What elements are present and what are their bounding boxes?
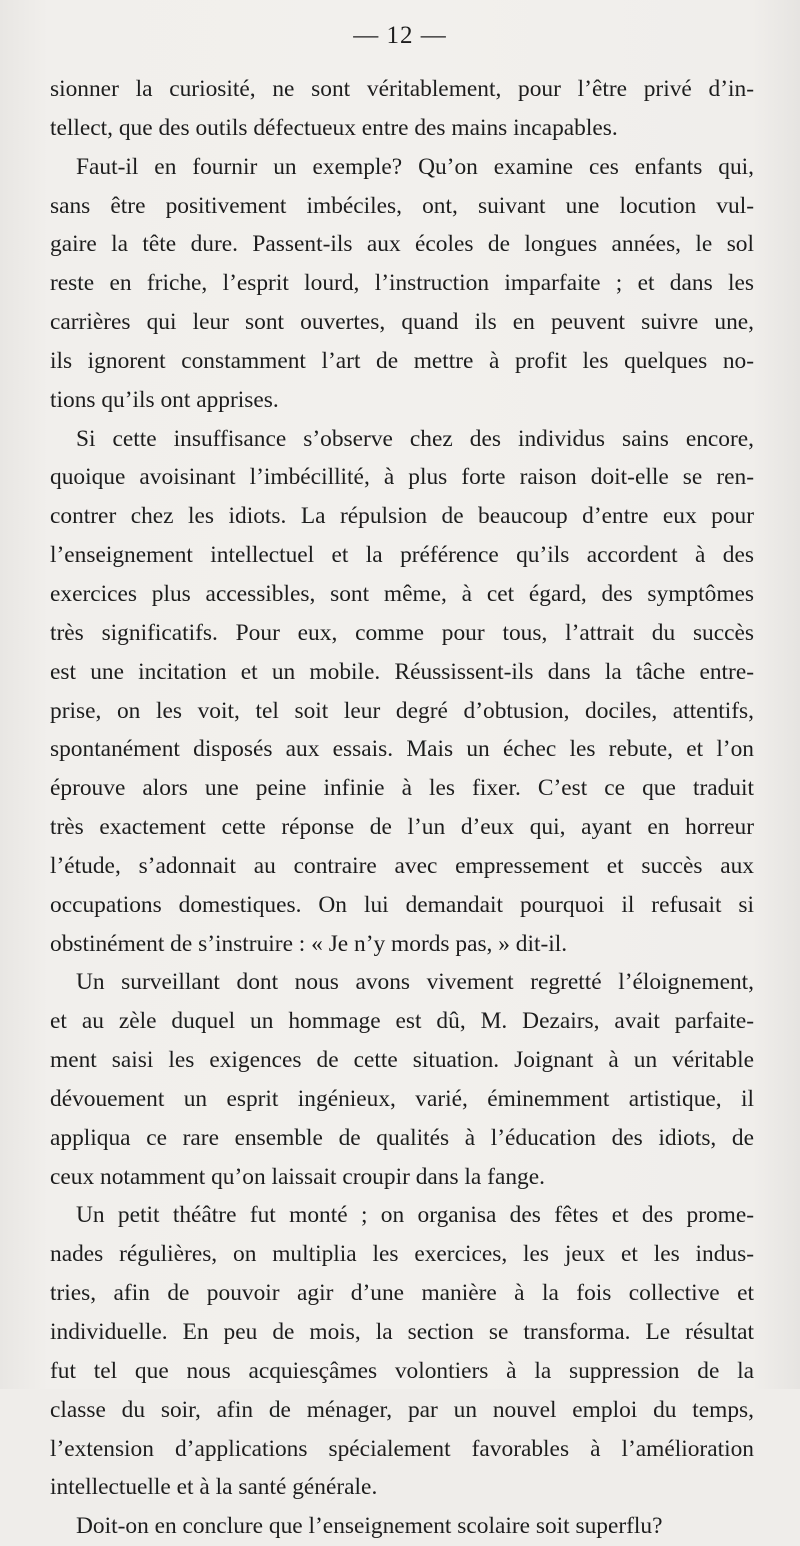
text-line: l’extension d’applications spécialement favorables à l’amélioration: [50, 1435, 754, 1462]
text-line: spontanément disposés aux essais. Mais un échec les rebute, et l’on: [50, 736, 754, 763]
text-line: est une incitation et un mobile. Réussissent-ils dans la tâche entre-: [50, 658, 754, 685]
text-line: éprouve alors une peine infinie à les fixer. C’est ce que traduit: [50, 775, 754, 802]
text-line: contrer chez les idiots. La répulsion de beaucoup d’entre eux pour: [50, 503, 754, 530]
text-line: l’enseignement intellectuel et la préférence qu’ils accordent à des: [50, 542, 754, 569]
text-line: reste en friche, l’esprit lourd, l’instruction imparfaite ; et dans les: [50, 270, 754, 297]
text-line: intellectuelle et à la santé générale.: [50, 1474, 378, 1501]
text-line: Si cette insuffisance s’observe chez des individus sains encore,: [76, 425, 754, 452]
body-text: [50, 70, 754, 1546]
text-line: sans être positivement imbéciles, ont, suivant une locution vul-: [50, 192, 754, 219]
text-line: Un petit théâtre fut monté ; on organisa des fêtes et des prome-: [76, 1202, 754, 1229]
text-line: ceux notamment qu’on laissait croupir dans la fange.: [50, 1163, 545, 1190]
text-line: prise, on les voit, tel soit leur degré d’obtusion, dociles, attentifs,: [50, 697, 754, 724]
text-line: ment saisi les exigences de cette situation. Joignant à un véritable: [50, 1047, 754, 1074]
text-line: quoique avoisinant l’imbécillité, à plus forte raison doit-elle se ren-: [50, 464, 754, 491]
text-line: très exactement cette réponse de l’un d’eux qui, ayant en horreur: [50, 814, 754, 841]
text-line: ils ignorent constamment l’art de mettre à profit les quelques no-: [50, 347, 754, 374]
text-line: gaire la tête dure. Passent-ils aux écoles de longues années, le sol: [50, 231, 754, 258]
text-line: fut tel que nous acquiesçâmes volontiers à la suppression de la: [50, 1357, 754, 1384]
text-line: sionner la curiosité, ne sont véritablement, pour l’être privé d’in-: [50, 76, 754, 102]
text-line: Un surveillant dont nous avons vivement regretté l’éloignement,: [76, 969, 754, 996]
text-line: et au zèle duquel un hommage est dû, M. Dezairs, avait parfaite-: [50, 1008, 754, 1035]
text-line: dévouement un esprit ingénieux, varié, éminemment artistique, il: [50, 1085, 754, 1112]
text-line: exercices plus accessibles, sont même, à cet égard, des symptômes: [50, 580, 754, 607]
text-line: tions qu’ils ont apprises.: [50, 386, 279, 413]
text-line: Faut-il en fournir un exemple? Qu’on examine ces enfants qui,: [76, 153, 754, 180]
text-line: carrières qui leur sont ouvertes, quand ils en peuvent suivre une,: [50, 309, 754, 336]
text-line: individuelle. En peu de mois, la section se transforma. Le résultat: [50, 1319, 754, 1345]
text-line: Doit-on en conclure que l’enseignement scolaire soit superflu?: [76, 1513, 663, 1540]
text-line: très significatifs. Pour eux, comme pour tous, l’attrait du succès: [50, 619, 754, 646]
text-line: occupations domestiques. On lui demandait pourquoi il refusait si: [50, 891, 754, 918]
text-line: tries, afin de pouvoir agir d’une manière à la fois collective et: [50, 1280, 754, 1307]
text-line: tellect, que des outils défectueux entre des mains incapables.: [50, 114, 618, 141]
text-line: appliqua ce rare ensemble de qualités à l’éducation des idiots, de: [50, 1124, 754, 1151]
text-line: l’étude, s’adonnait au contraire avec empressement et succès aux: [50, 852, 754, 879]
text-line: classe du soir, afin de ménager, par un nouvel emploi du temps,: [50, 1396, 754, 1423]
text-line: nades régulières, on multiplia les exercices, les jeux et les indus-: [50, 1241, 754, 1268]
text-line: obstinément de s’instruire : « Je n’y mords pas, » dit-il.: [50, 930, 568, 957]
page-number: — 12 —: [353, 22, 447, 49]
